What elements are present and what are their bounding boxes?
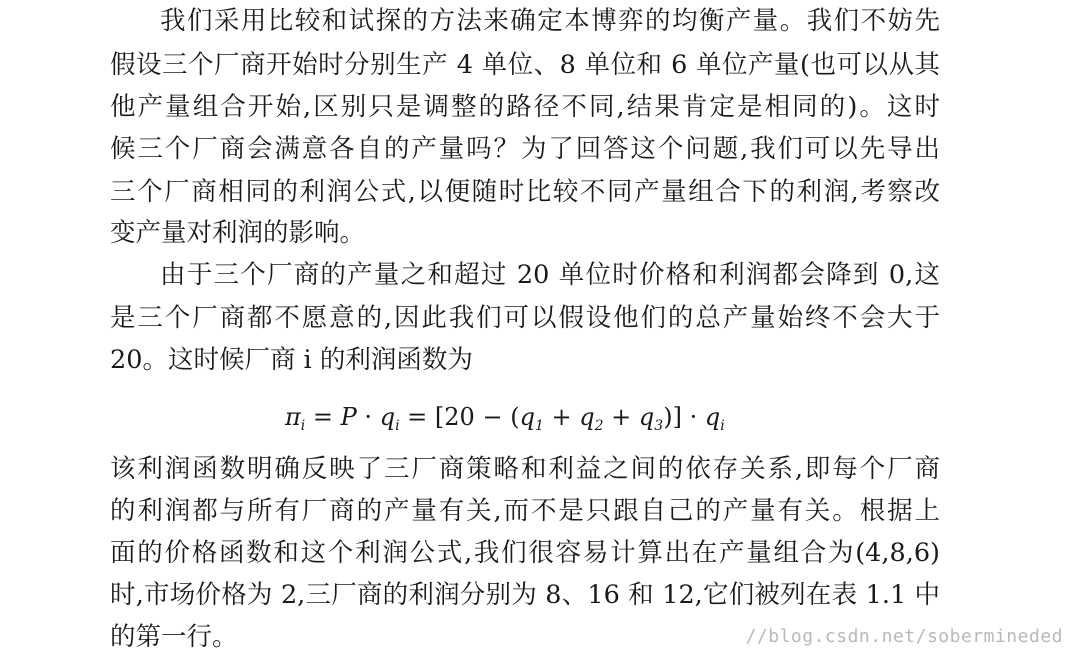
watermark-url: //blog.csdn.net/sobermineded	[745, 626, 1063, 647]
formula-plus-1: +	[543, 403, 580, 431]
formula-q3: q	[638, 403, 655, 431]
formula-dot-1: ·	[356, 403, 380, 431]
profit-formula	[285, 397, 725, 437]
formula-q-i-sub: i	[395, 418, 400, 434]
paragraph-1-line-5: 三个厂商相同的利润公式,以便随时比较不同产量组合下的利润,考察改	[110, 177, 940, 207]
paragraph-1-line-1: 我们采用比较和试探的方法来确定本博弈的均衡产量。我们不妨先	[160, 6, 940, 36]
paragraph-3-line-3: 面的价格函数和这个利润公式,我们很容易计算出在产量组合为(4,8,6)	[110, 538, 940, 568]
paragraph-1-line-6: 变产量对利润的影响。	[110, 218, 366, 248]
formula-q1: q	[519, 403, 535, 431]
formula-price: P	[340, 403, 357, 431]
formula-q1-sub: 1	[534, 418, 544, 434]
formula-close-bracket: )]	[663, 403, 682, 431]
paragraph-1-line-2: 假设三个厂商开始时分别生产 4 单位、8 单位和 6 单位产量(也可以从其	[110, 50, 940, 80]
paragraph-2-line-2: 是三个厂商都不愿意的,因此我们可以假设他们的总产量始终不会大于	[110, 303, 940, 333]
paragraph-1-line-4: 候三个厂商会满意各自的产量吗？为了回答这个问题,我们可以先导出	[110, 134, 940, 164]
paragraph-3-line-2: 的利润都与所有厂商的产量有关,而不是只跟自己的产量有关。根据上	[110, 496, 940, 526]
formula-q-i: q	[379, 403, 396, 431]
formula-q2: q	[579, 403, 595, 431]
formula-q2-sub: 2	[594, 418, 604, 434]
formula-eq-2: =	[399, 403, 435, 431]
formula-dot-2: ·	[681, 403, 705, 431]
formula-open-bracket: [20 − (	[434, 403, 520, 431]
formula-pi-sub: i	[300, 418, 306, 434]
formula-pi: π	[285, 403, 301, 431]
paragraph-1-line-3: 他产量组合开始,区别只是调整的路径不同,结果肯定是相同的)。这时	[110, 92, 940, 122]
paragraph-2-line-3: 20。这时候厂商 i 的利润函数为	[110, 345, 473, 375]
paragraph-3-line-4: 时,市场价格为 2,三厂商的利润分别为 8、16 和 12,它们被列在表 1.1 中	[110, 580, 940, 610]
formula-q-last-sub: i	[720, 418, 725, 434]
formula-q-last: q	[704, 403, 721, 431]
formula-q3-sub: 3	[654, 418, 664, 434]
formula-plus-2: +	[603, 403, 639, 431]
paragraph-3-line-5: 的第一行。	[110, 622, 238, 652]
paragraph-2-line-1: 由于三个厂商的产量之和超过 20 单位时价格和利润都会降到 0,这	[160, 260, 940, 290]
paragraph-3-line-1: 该利润函数明确反映了三厂商策略和利益之间的依存关系,即每个厂商	[110, 454, 940, 484]
formula-eq-1: =	[305, 403, 341, 431]
